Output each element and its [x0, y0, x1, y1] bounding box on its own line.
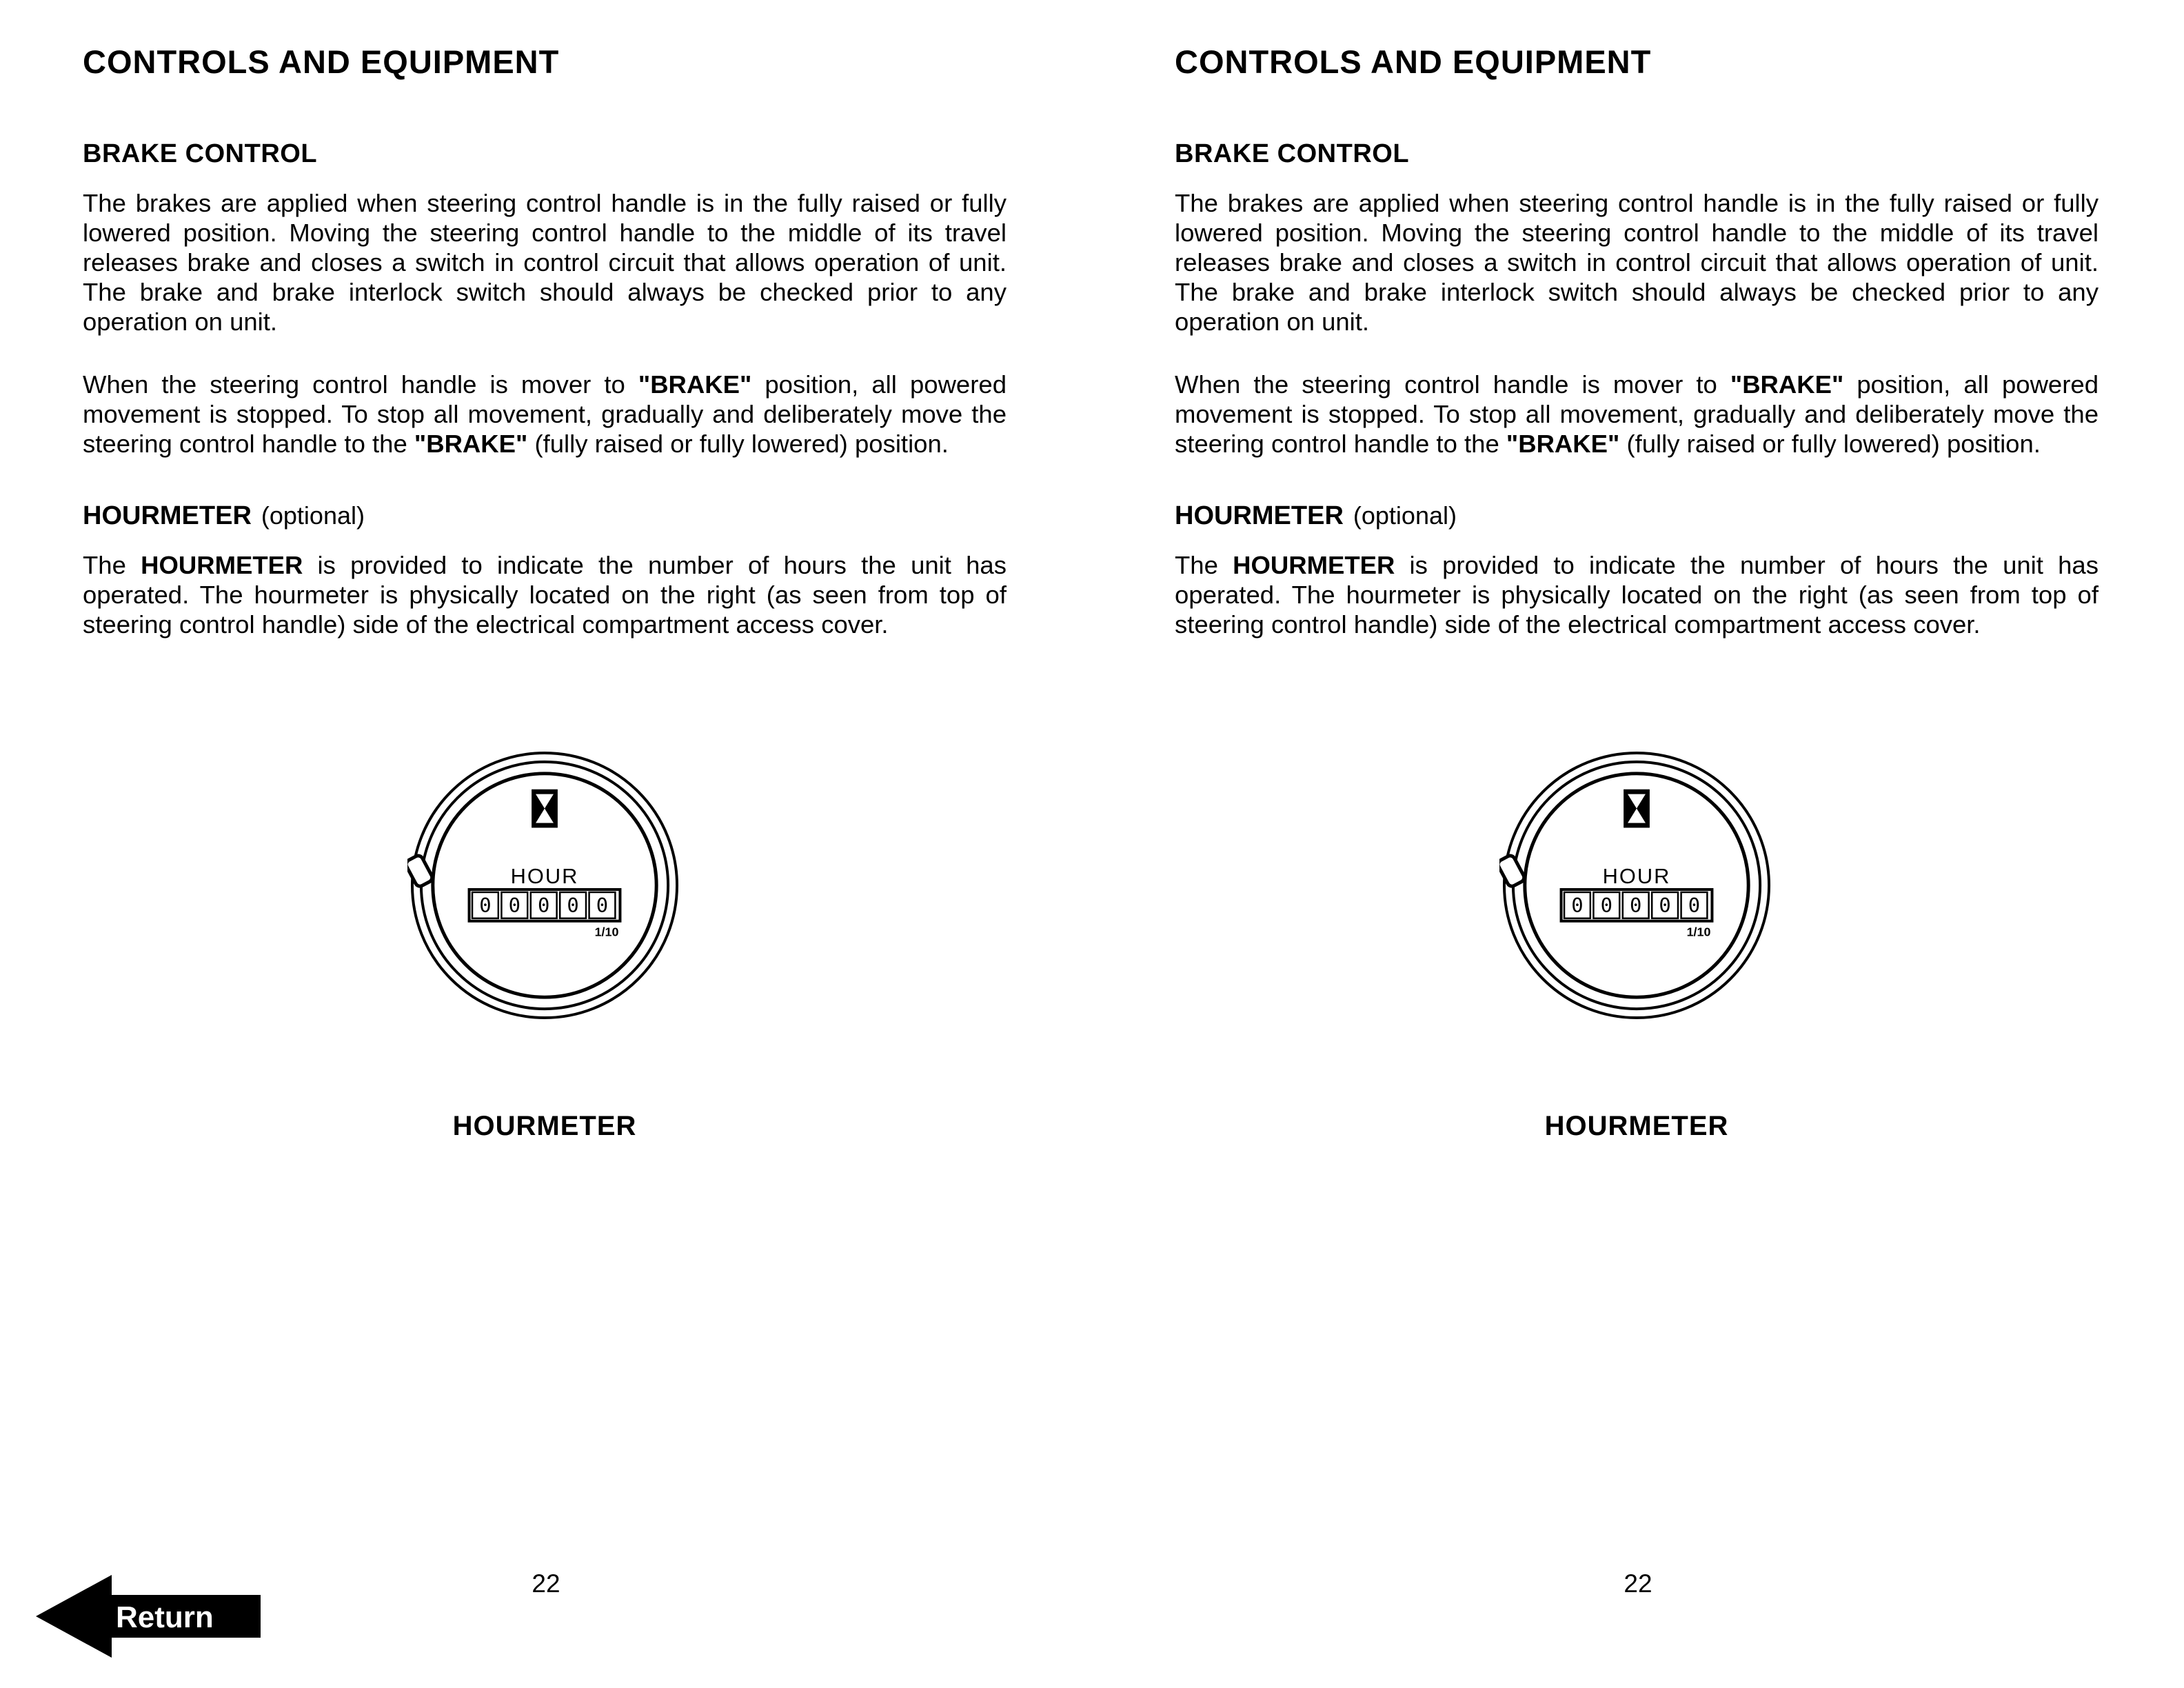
gauge-tenths-label: 1/10 — [1686, 925, 1711, 939]
hourmeter-heading-text: HOURMETER — [1175, 501, 1344, 530]
counter-digit: 0 — [567, 893, 579, 917]
brake-p2-text: (fully raised or fully lowered) position. — [527, 430, 949, 458]
hourmeter-gauge — [407, 748, 682, 1023]
brake-keyword: "BRAKE" — [1506, 430, 1620, 458]
brake-p2-text: (fully raised or fully lowered) position. — [1619, 430, 2041, 458]
brake-p2-text: When the steering control handle is mover to — [1175, 370, 1730, 399]
gauge-counter — [469, 890, 620, 921]
hourmeter-paragraph — [83, 550, 1007, 639]
counter-digit: 0 — [508, 893, 521, 917]
brake-p2-text: position, all powered movement is stopped. To stop all movement, gradually and deliberately move the steering control handle to the — [83, 370, 1007, 458]
gauge-counter — [1561, 890, 1712, 921]
brake-keyword: "BRAKE" — [638, 370, 752, 399]
return-button[interactable] — [34, 1574, 262, 1663]
hourmeter-p-text: The — [83, 551, 141, 579]
hourmeter-heading-text: HOURMETER — [83, 501, 252, 530]
hourmeter-paragraph — [1175, 550, 2099, 639]
hourmeter-keyword: HOURMETER — [141, 551, 303, 579]
brake-keyword: "BRAKE" — [1730, 370, 1844, 399]
figure-caption: HOURMETER — [452, 1111, 637, 1141]
hourmeter-optional-label: (optional) — [261, 501, 365, 530]
hourglass-icon — [532, 790, 558, 828]
hourmeter-figure — [1175, 748, 2099, 1023]
counter-digit: 0 — [479, 893, 492, 917]
brake-paragraph-1: The brakes are applied when steering control handle is in the fully raised or fully lowered position. Moving the steering control handle to the middle of its travel releases brake and closes a switch in control circuit that allows operation of unit. The brake and brake interlock switch should always be checked prior to any operation on unit. — [83, 189, 1007, 336]
brake-paragraph-2 — [1175, 370, 2099, 459]
return-arrow-icon — [34, 1574, 262, 1660]
page-number: 22 — [1624, 1569, 1652, 1598]
hourmeter-optional-label: (optional) — [1353, 501, 1457, 530]
hourmeter-figure — [83, 748, 1007, 1023]
brake-p2-text: When the steering control handle is mover to — [83, 370, 638, 399]
page-number: 22 — [532, 1569, 560, 1598]
brake-paragraph-2 — [83, 370, 1007, 459]
counter-digit: 0 — [538, 893, 550, 917]
brake-paragraph-1: The brakes are applied when steering control handle is in the fully raised or fully lowered position. Moving the steering control handle to the middle of its travel releases brake and closes a switch in control circuit that allows operation of unit. The brake and brake interlock switch should always be checked prior to any operation on unit. — [1175, 189, 2099, 336]
figure-caption: HOURMETER — [1544, 1111, 1729, 1141]
hourmeter-gauge — [1499, 748, 1774, 1023]
brake-p2-text: position, all powered movement is stopped. To stop all movement, gradually and deliberately move the steering control handle to the — [1175, 370, 2099, 458]
hourmeter-p-text: is provided to indicate the number of hours the unit has operated. The hourmeter is physically located on the right (as seen from top of steering control handle) side of the electrical compartment access cover. — [83, 551, 1007, 639]
gauge-hour-label: HOUR — [510, 864, 579, 889]
page-title: CONTROLS AND EQUIPMENT — [83, 43, 560, 80]
brake-control-heading: BRAKE CONTROL — [1175, 139, 1410, 168]
return-button-label: Return — [116, 1600, 214, 1634]
counter-digit: 0 — [1688, 893, 1701, 917]
hourmeter-p-text: is provided to indicate the number of hours the unit has operated. The hourmeter is physically located on the right (as seen from top of steering control handle) side of the electrical compartment access cover. — [1175, 551, 2099, 639]
counter-digit: 0 — [1659, 893, 1671, 917]
counter-digit: 0 — [1600, 893, 1613, 917]
hourmeter-keyword: HOURMETER — [1233, 551, 1395, 579]
counter-digit: 0 — [1571, 893, 1584, 917]
gauge-hour-label: HOUR — [1602, 864, 1671, 889]
brake-keyword: "BRAKE" — [414, 430, 528, 458]
hourmeter-p-text: The — [1175, 551, 1233, 579]
hourmeter-heading — [83, 501, 1007, 531]
manual-page-right — [1092, 0, 2184, 1688]
hourmeter-heading — [1175, 501, 2099, 531]
counter-digit: 0 — [596, 893, 609, 917]
brake-control-heading: BRAKE CONTROL — [83, 139, 318, 168]
hourglass-icon — [1624, 790, 1650, 828]
counter-digit: 0 — [1630, 893, 1642, 917]
gauge-tenths-label: 1/10 — [594, 925, 619, 939]
page-title: CONTROLS AND EQUIPMENT — [1175, 43, 1652, 80]
